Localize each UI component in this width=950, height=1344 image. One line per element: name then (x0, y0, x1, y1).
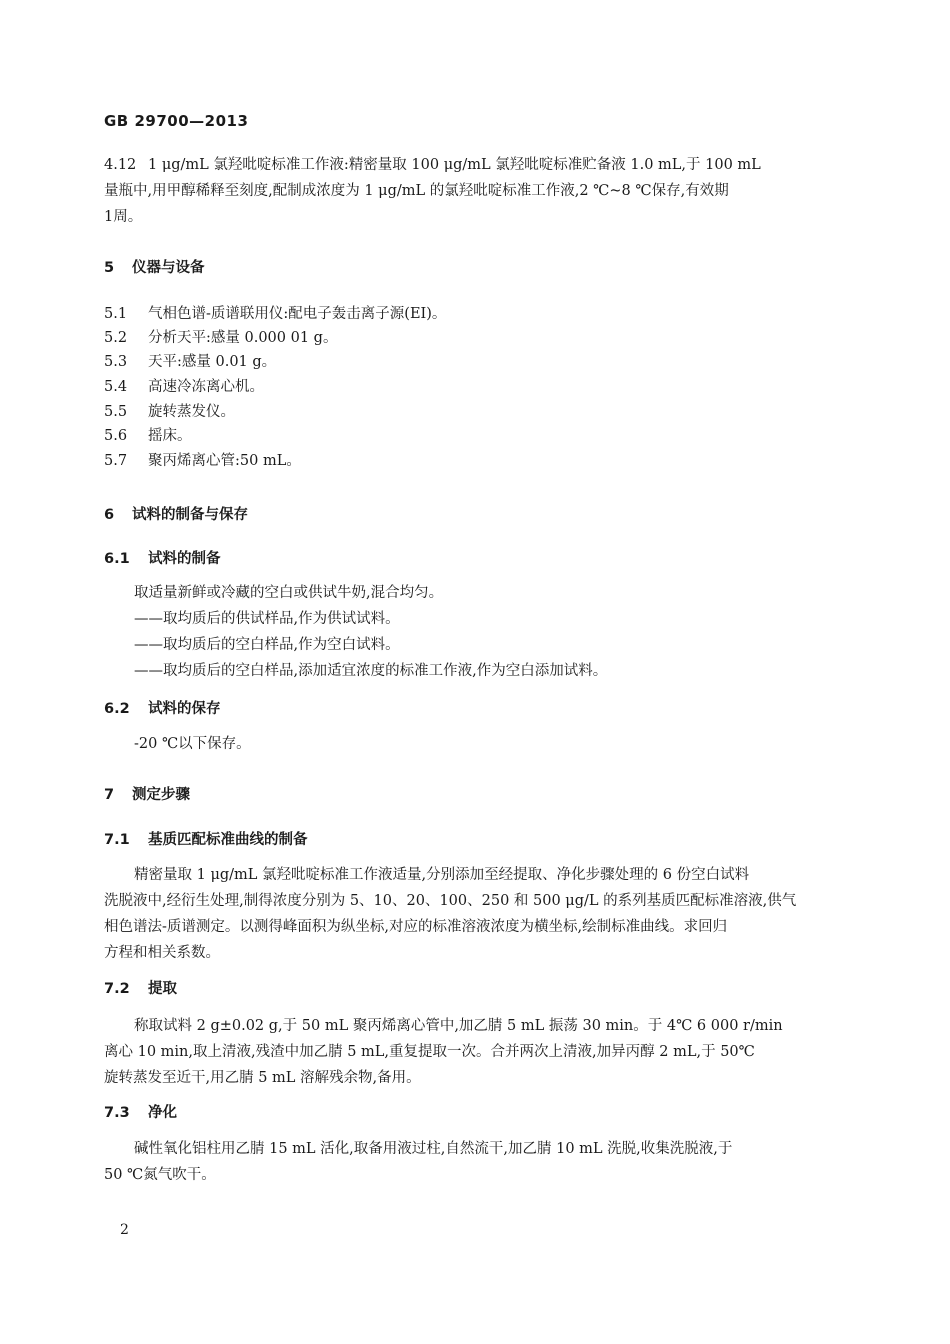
subsection-6-1-heading: 6.1 试料的制备 (104, 551, 221, 567)
list-item-5-3: 5.3 天平:感量 0.01 g。 (104, 354, 277, 370)
paragraph-7-3-line: 50 ℃氮气吹干。 (104, 1167, 216, 1183)
list-item-5-4: 5.4 高速冷冻离心机。 (104, 379, 264, 395)
paragraph-7-2-line: 离心 10 min,取上清液,残渣中加乙腈 5 mL,重复提取一次。合并两次上清液,加异丙醇 2 mL,于 50℃ (104, 1044, 755, 1060)
paragraph-7-1-line: 精密量取 1 μg/mL 氯羟吡啶标准工作液适量,分别添加至经提取、净化步骤处理的 6 份空白试料 (134, 867, 750, 883)
subsection-7-2-heading: 7.2 提取 (104, 981, 177, 997)
section-6-heading: 6 试料的制备与保存 (104, 507, 248, 523)
list-item-5-1: 5.1 气相色谱-质谱联用仪:配电子轰击离子源(EI)。 (104, 306, 447, 322)
list-item-5-5: 5.5 旋转蒸发仪。 (104, 404, 235, 420)
clause-4-12-line-2: 量瓶中,用甲醇稀释至刻度,配制成浓度为 1 μg/mL 的氯羟吡啶标准工作液,2 ℃~8 ℃保存,有效期 (104, 183, 729, 199)
paragraph-7-2-line: 称取试料 2 g±0.02 g,于 50 mL 聚丙烯离心管中,加乙腈 5 mL 振荡 30 min。于 4℃ 6 000 r/min (134, 1018, 783, 1034)
clause-4-12-line-1: 4.12 1 μg/mL 氯羟吡啶标准工作液:精密量取 100 μg/mL 氯羟吡啶标准贮备液 1.0 mL,于 100 mL (104, 152, 761, 178)
subsection-6-2-heading: 6.2 试料的保存 (104, 701, 221, 717)
list-item-bullet: ——取均质后的空白样品,作为空白试料。 (134, 637, 400, 653)
paragraph-6-2: -20 ℃以下保存。 (134, 736, 251, 752)
subsection-7-3-heading: 7.3 净化 (104, 1105, 177, 1121)
paragraph-7-1-line: 方程和相关系数。 (104, 945, 220, 961)
list-item-bullet: ——取均质后的供试样品,作为供试试料。 (134, 611, 400, 627)
paragraph-6-1-intro: 取适量新鲜或冷藏的空白或供试牛奶,混合均匀。 (134, 585, 444, 601)
list-item-bullet: ——取均质后的空白样品,添加适宜浓度的标准工作液,作为空白添加试料。 (134, 663, 608, 679)
paragraph-7-3-line: 碱性氧化铝柱用乙腈 15 mL 活化,取备用液过柱,自然流干,加乙腈 10 mL 洗脱,收集洗脱液,于 (134, 1141, 733, 1157)
section-7-heading: 7 测定步骤 (104, 787, 190, 803)
paragraph-7-2-line: 旋转蒸发至近干,用乙腈 5 mL 溶解残余物,备用。 (104, 1070, 421, 1086)
page-number: 2 (120, 1222, 129, 1238)
standard-number-header: GB 29700—2013 (104, 112, 249, 130)
paragraph-7-1-line: 相色谱法-质谱测定。以测得峰面积为纵坐标,对应的标准溶液浓度为横坐标,绘制标准曲线。求回归 (104, 919, 728, 935)
list-item-5-2: 5.2 分析天平:感量 0.000 01 g。 (104, 330, 338, 346)
section-5-heading: 5 仪器与设备 (104, 260, 205, 276)
list-item-5-7: 5.7 聚丙烯离心管:50 mL。 (104, 453, 301, 469)
paragraph-7-1-line: 洗脱液中,经衍生处理,制得浓度分别为 5、10、20、100、250 和 500 μg/L 的系列基质匹配标准溶液,供气 (104, 893, 797, 909)
clause-4-12-line-3: 1周。 (104, 209, 143, 225)
list-item-5-6: 5.6 摇床。 (104, 428, 192, 444)
subsection-7-1-heading: 7.1 基质匹配标准曲线的制备 (104, 832, 308, 848)
clause-number: 4.12 (104, 157, 137, 173)
